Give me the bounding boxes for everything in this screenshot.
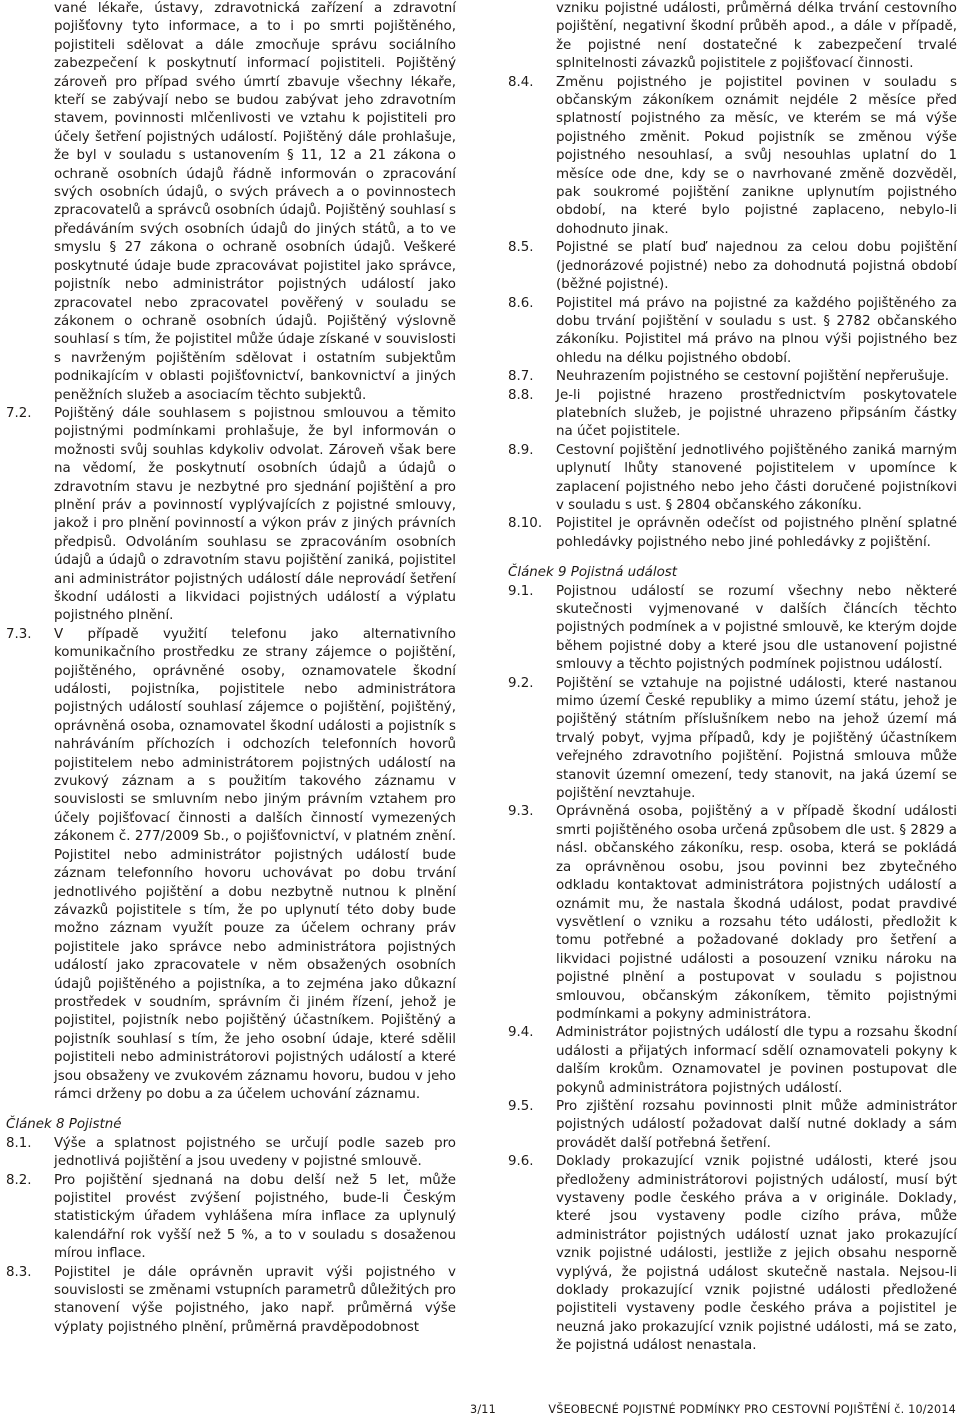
clause-number: 9.2. <box>508 675 534 691</box>
clause-text: Pojistitel je dále oprávněn upravit výši pojistného v souvislosti se změnami vstupních parametrů důležitých pro stanovení výše pojistného, jako např. průměrná výše výplaty pojistného plnění, průměrná pravděpodobnost <box>54 1264 456 1335</box>
clause-text: Neuhrazením pojistného se cestovní pojištění nepřerušuje. <box>556 369 950 385</box>
clause-8-8 <box>508 387 957 442</box>
clause-text: Oprávněná osoba, pojištěný a v případě škodní události smrti pojištěného osoba určená způsobem dle ust. § 2829 a násl. občanského zákoníku, resp. osoba, která se pokládá za oprávněnou osobu, jsou povinni bez zbytečného odkladu kontaktovat administrátora pojistných událostí a oznámit mu, že nastala škodná událost, podat pravdivé vysvětlení o vzniku a rozsahu této události, předložit k tomu potřebné a požadované doklady pro šetření a likvidaci pojistné události a posouzení vzniku nároku na pojistné plnění a postupovat v souladu s pojistnou smlouvou, občanským zákoníkem, těmito pojistnými podmínkami a pokyny administrátora. <box>556 804 957 1022</box>
clause-number: 9.3. <box>508 804 534 820</box>
clause-text: Pro zjištění rozsahu povinnosti plnit může administrátor pojistných událostí požadovat další nutné doklady a sám provádět další potřebná šetření. <box>556 1098 957 1151</box>
clause-8-4 <box>508 74 957 240</box>
clause-number: 8.4. <box>508 74 534 90</box>
clause-9-3 <box>508 803 957 1024</box>
clause-number: 8.7. <box>508 369 534 385</box>
clause-9-4 <box>508 1024 957 1098</box>
clause-8-3 <box>6 1264 456 1338</box>
clause-text: Pojištění se vztahuje na pojistné události, které nastanou mimo území České republiky a mimo území státu, jehož je pojištěný státním příslušníkem nebo na jehož území má trvalý pobyt, vyjma případů, kdy je pojištěný účastníkem veřejného zdravotního pojištění. Pojistná smlouva může stanovit územní omezení, tedy stanovit, na jaká území se pojištění nevztahuje. <box>556 675 957 802</box>
clause-text: Administrátor pojistných událostí dle typu a rozsahu škodní události a přijatých informací sdělí oznamovateli pokyny k dalším krokům. Oznamovatel je povinen postupovat dle pokynů administrátora pojistných událostí. <box>556 1025 957 1096</box>
clause-number: 7.3. <box>6 626 32 642</box>
clause-8-2 <box>6 1172 456 1264</box>
clause-text: Pojistnou událostí se rozumí všechny nebo některé skutečnosti vyjmenované v dalších článcích těchto pojistných podmínek a v pojistné smlouvě, ke kterým dojde během pojistné doby a které jsou dle ustanovení pojistné smlouvy a těchto pojistných podmínek pojistnou událostí. <box>556 583 957 673</box>
clause-7-2 <box>6 405 456 626</box>
clause-8-6 <box>508 295 957 369</box>
continued-paragraph: vzniku pojistné události, průměrná délka trvání cestovního pojištění, negativní škodní průběh apod., a dále v případě, že pojistné není dostatečné k zabezpečení trvalé splnitelnosti závazků pojistitele z pojišťovací činnosti. <box>556 1 957 72</box>
clause-text: Pro pojištění sjednaná na dobu delší než 5 let, může pojistitel provést zvýšení pojistného, bude-li Českým statistickým úřadem vyhlášena míra inflace za uplynulý kalendářní rok vyšší než 5 %, a to v souladu s dosaženou mírou inflace. <box>54 1172 456 1262</box>
clause-number: 8.6. <box>508 295 534 311</box>
clause-text: Výše a splatnost pojistného se určují podle sazeb pro jednotlivá pojištění a jsou uvedeny v pojistné smlouvě. <box>54 1135 456 1170</box>
clause-9-5 <box>508 1098 957 1153</box>
clause-text: Cestovní pojištění jednotlivého pojištěného zaniká marným uplynutí lhůty stanovené pojistitelem v upomínce k zaplacení pojistného nebo jeho části doručené pojistníkovi v souladu s ust. § 2804 občanského zákoníku. <box>556 442 957 513</box>
continued-paragraph: vané lékaře, ústavy, zdravotnická zařízení a zdravotní pojišťovny tyto informace, a to i po smrti pojištěného, pojistiteli sdělovat a dále zmocňuje správu sociálního zabezpečení k poskytnutí informací pojistiteli. Pojištěný zároveň pro případ svého úmrtí zbavuje všechny lékaře, kteří se zabývají nebo se budou zabývat jeho zdravotním stavem, povinnosti mlčenlivosti ve vztahu k pojistiteli pro účely šetření pojistných událostí. Pojištěný dále prohlašuje, že byl v souladu s ustanovením § 11, 12 a 21 zákona o ochraně osobních údajů řádně informován o zpracování svých osobních údajů, o svých právech a o povinnostech zpracovatelů a správců osobních údajů. Pojištěný souhlasí s předáváním svých osobních údajů do jiných států, a to ve smyslu § 27 zákona o ochraně osobních údajů. Veškeré poskytnuté údaje bude zpracovávat pojistitel jako správce, pojistník nebo administrátor pojistných událostí jako zpracovatel nebo zpracovatel pověřený v souladu se zákonem o ochraně osobních údajů. Pojištěný výslovně souhlasí s tím, že pojistitel může údaje získané v souvislosti s navrženým pojištěním sdělovat i ostatním subjektům podnikajícím v oblasti pojišťovnictví, bankovnictví a jiných peněžních služeb a asociacím těchto subjektů. <box>54 1 456 403</box>
clause-number: 8.3. <box>6 1264 32 1280</box>
clause-7-3 <box>6 626 456 1105</box>
clause-8-7 <box>508 368 957 386</box>
clause-text: Změnu pojistného je pojistitel povinen v souladu s občanským zákoníkem oznámit nejdéle 2 měsíce před splatností pojistného za měsíc, ve kterém se má výše pojistného změnit. Pokud pojistník se změnou výše pojistného nesouhlasí, a svůj nesouhlas uplatní do 1 měsíce ode dne, kdy se o navrhované změně dozvěděl, pak soukromé pojištění zanikne uplynutím pojistného období, na které bylo pojistné zaplaceno, nebylo-li dohodnuto jinak. <box>556 74 957 237</box>
clause-number: 9.6. <box>508 1154 534 1170</box>
clause-number: 8.8. <box>508 387 534 403</box>
clause-number: 7.2. <box>6 405 32 421</box>
clause-text: Pojistitel je oprávněn odečíst od pojistného plnění splatné pohledávky pojistného nebo jiné pohledávky z pojištění. <box>556 516 957 550</box>
clause-9-2 <box>508 675 957 804</box>
left-column <box>6 0 456 1337</box>
page-footer <box>470 1402 956 1418</box>
page-number: 3/11 <box>470 1403 496 1416</box>
clause-number: 8.10. <box>508 516 543 532</box>
clause-text: Pojistné se platí buď najednou za celou dobu pojištění (jednorázové pojistné) nebo za dohodnutá pojistná období (běžné pojistné). <box>556 240 957 293</box>
clause-8-5 <box>508 239 957 294</box>
article-8-heading: Článek 8 Pojistné <box>6 1117 122 1133</box>
clause-text: V případě využití telefonu jako alternativního komunikačního prostředku ze strany zájemce o pojištění, pojištěného, oprávněné osoby, oznamovatele škodní události, pojistníka, pojistitele nebo administrátora pojistných událostí souhlasí zájemce o pojištění, pojištěný, oprávněná osoba, oznamovatel škodní události a pojistník s nahráváním příchozích i odchozích telefonních hovorů pojistitelem nebo administrátorem pojistných událostí na zvukový záznam a s použitím takového záznamu v souvislosti se smluvním nebo jiným právním vztahem pro účely pojišťovací činnosti a dalších činností vymezených zákonem č. 277/2009 Sb., o pojišťovnictví, v platném znění. Pojistitel nebo administrátor pojistných událostí bude záznam telefonního hovoru uchovávat po dobu trvání jednotlivého pojištění a dobu nezbytně nutnou k plnění závazků pojistitele s tím, že po uplynutí této doby bude možno záznam využít pouze za účelem ochrany práv pojistitele jako správce nebo administrátora pojistných událostí jako zpracovatele v něm obsažených osobních údajů pojištěného a pojistníka, a to zejména jako důkazní prostředek v soudním, správním či jiném řízení, jehož je pojistitel, pojistník nebo pojištěný účastníkem. Pojištěný a pojistník souhlasí s tím, že jeho osobní údaje, které sdělil pojistiteli nebo administrátorovi pojistných událostí a které jsou obsaženy ve zvukovém záznamu hovoru, budou v jeho rámci drženy po dobu a za účelem uchování záznamu. <box>54 626 456 1102</box>
right-column <box>508 0 957 1356</box>
clause-9-6 <box>508 1153 957 1355</box>
clause-text: Doklady prokazující vznik pojistné události, které jsou předloženy administrátorovi pojistných událostí, musí být vystaveny podle českého práva a v originále. Doklady, které jsou vystaveny podle cizího práva, může administrátor pojistných událostí uznat jako prokazující vznik pojistné události, jestliže z jejich obsahu nesporně vyplývá, že pojistná událost skutečně nastala. Nejsou-li doklady prokazující vznik pojistné události předložené pojistiteli vystaveny podle českého práva a pojistitel je neuzná jako prokazující vznik pojistné události, má se zato, že pojistná událost nenastala. <box>556 1154 957 1354</box>
document-title: VŠEOBECNÉ POJISTNÉ PODMÍNKY PRO CESTOVNÍ POJIŠTĚNÍ č. 10/2014 <box>548 1403 956 1416</box>
clause-text: Pojistitel má právo na pojistné za každého pojištěného za dobu trvání pojištění v souladu s ust. § 2782 občanského zákoníku. Pojistitel má právo na plnou výši pojistného bez ohledu na délku pojistného období. <box>556 295 957 366</box>
clause-8-1 <box>6 1135 456 1172</box>
clause-8-9 <box>508 442 957 516</box>
clause-number: 8.2. <box>6 1172 32 1188</box>
article-9-heading: Článek 9 Pojistná událost <box>508 565 678 581</box>
clause-number: 8.5. <box>508 240 534 256</box>
clause-text: Je-li pojistné hrazeno prostřednictvím poskytovatele platebních služeb, je pojistné uhrazeno připsáním částky na účet pojistitele. <box>556 387 957 440</box>
clause-text: Pojištěný dále souhlasem s pojistnou smlouvou a těmito pojistnými podmínkami prohlašuje, že byl informován o možnosti svůj souhlas kdykoliv odvolat. Zároveň však bere na vědomí, že poskytnutí osobních údajů a údajů o zdravotním stavu je nezbytné pro sjednání pojištění a pro plnění práv a povinností vyplývajících z pojistné smlouvy, jakož i pro plnění povinností a výkon práv z jiných právních předpisů. Odvoláním souhlasu se zpracováním osobních údajů a údajů o zdravotním stavu pojištění zaniká, pojistitel ani administrátor pojistných událostí dále neprovádí šetření škodní události a likvidaci pojistných událostí a výplatu pojistného plnění. <box>54 405 456 624</box>
clause-9-1 <box>508 583 957 675</box>
clause-number: 9.5. <box>508 1098 534 1114</box>
clause-number: 9.1. <box>508 583 534 599</box>
clause-number: 8.9. <box>508 442 534 458</box>
clause-number: 9.4. <box>508 1025 534 1041</box>
clause-number: 8.1. <box>6 1135 32 1151</box>
clause-8-10 <box>508 515 957 552</box>
